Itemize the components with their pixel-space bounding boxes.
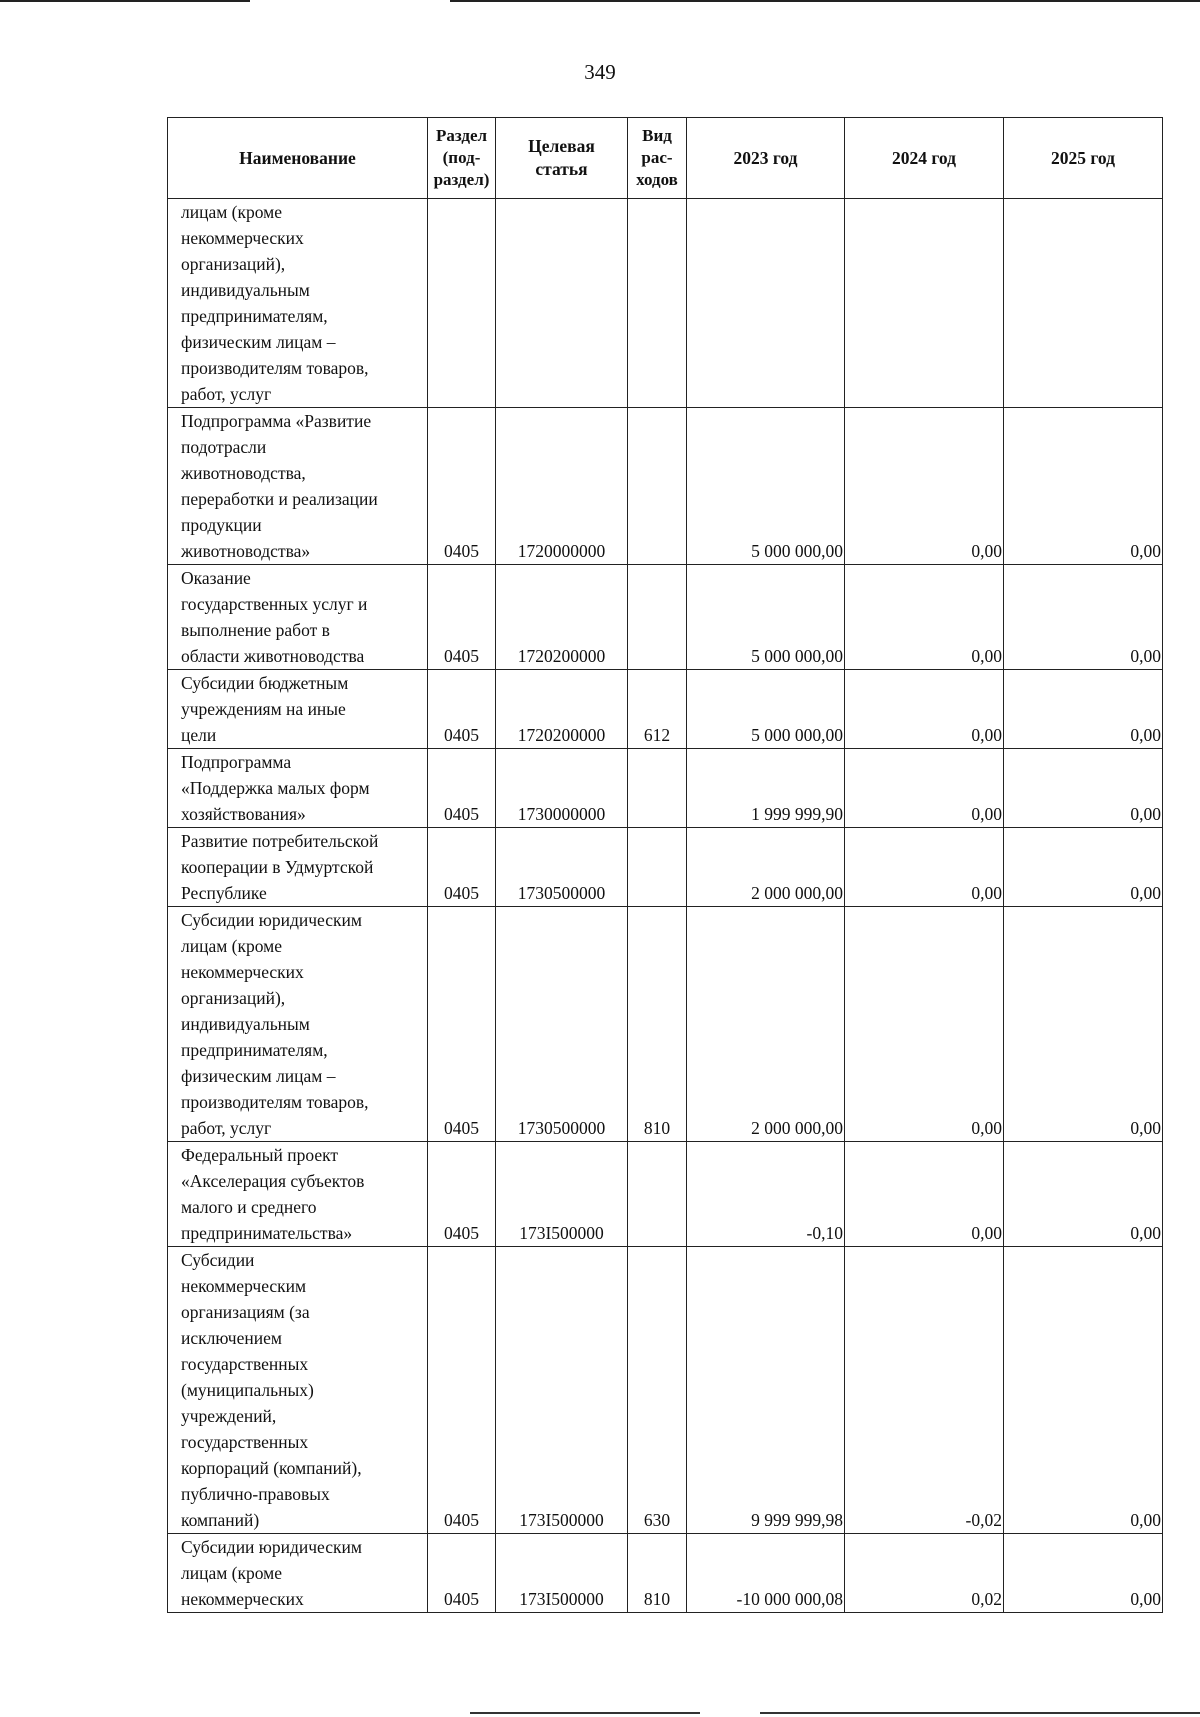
cell-section bbox=[428, 199, 496, 408]
table-row bbox=[168, 565, 1163, 670]
cell-name-line: Развитие потребительской bbox=[181, 831, 379, 851]
header-kind bbox=[628, 118, 687, 199]
cell-name-line: учреждениям на иные bbox=[181, 699, 346, 719]
cell-name-line: подотрасли bbox=[181, 437, 267, 457]
table-body bbox=[168, 199, 1163, 1613]
cell-name bbox=[168, 670, 428, 749]
cell-name-line: Федеральный проект bbox=[181, 1145, 339, 1165]
cell-2023: 2 000 000,00 bbox=[687, 828, 845, 907]
cell-2025: 0,00 bbox=[1004, 907, 1163, 1142]
scan-edge-top-right bbox=[450, 0, 1200, 2]
cell-name-line: (муниципальных) bbox=[181, 1380, 314, 1400]
cell-2025: 0,00 bbox=[1004, 670, 1163, 749]
cell-2025: 0,00 bbox=[1004, 1247, 1163, 1534]
cell-2025: 0,00 bbox=[1004, 408, 1163, 565]
cell-target: 173I500000 bbox=[496, 1247, 628, 1534]
cell-name bbox=[168, 749, 428, 828]
cell-name-line: Субсидии bbox=[181, 1250, 255, 1270]
cell-name-line: малого и среднего bbox=[181, 1197, 317, 1217]
cell-name-line: Оказание bbox=[181, 568, 251, 588]
cell-name-line: предпринимателям, bbox=[181, 306, 328, 326]
cell-2025: 0,00 bbox=[1004, 565, 1163, 670]
header-kind-line: рас- bbox=[641, 148, 673, 167]
cell-name bbox=[168, 907, 428, 1142]
cell-name-line: переработки и реализации bbox=[181, 489, 378, 509]
cell-kind bbox=[628, 199, 687, 408]
scan-edge-bottom-right bbox=[760, 1712, 1200, 1714]
cell-name-line: Субсидии юридическим bbox=[181, 910, 362, 930]
cell-target: 1720200000 bbox=[496, 670, 628, 749]
cell-name-line: цели bbox=[181, 725, 217, 745]
cell-name-line: учреждений, bbox=[181, 1406, 277, 1426]
header-section-line: (под- bbox=[442, 148, 481, 167]
cell-2023: 1 999 999,90 bbox=[687, 749, 845, 828]
cell-name-line: Подпрограмма bbox=[181, 752, 292, 772]
scan-edge-top-left bbox=[0, 0, 250, 2]
cell-name-line: Республике bbox=[181, 883, 267, 903]
cell-section: 0405 bbox=[428, 1247, 496, 1534]
cell-2023: -0,10 bbox=[687, 1142, 845, 1247]
cell-kind bbox=[628, 828, 687, 907]
cell-name bbox=[168, 1534, 428, 1613]
cell-2024: 0,00 bbox=[845, 749, 1004, 828]
cell-name-line: производителям товаров, bbox=[181, 358, 369, 378]
cell-2025: 0,00 bbox=[1004, 1142, 1163, 1247]
header-target bbox=[496, 118, 628, 199]
cell-name-line: производителям товаров, bbox=[181, 1092, 369, 1112]
cell-2023: 5 000 000,00 bbox=[687, 670, 845, 749]
cell-section: 0405 bbox=[428, 670, 496, 749]
cell-name-line: лицам (кроме bbox=[181, 202, 283, 222]
header-name: Наименование bbox=[168, 118, 428, 199]
cell-name bbox=[168, 408, 428, 565]
cell-name-line: некоммерческих bbox=[181, 1589, 304, 1609]
cell-2024: 0,00 bbox=[845, 670, 1004, 749]
cell-name-line: Субсидии юридическим bbox=[181, 1537, 362, 1557]
cell-name bbox=[168, 828, 428, 907]
header-kind-line: Вид bbox=[642, 126, 672, 145]
cell-name-line: организаций), bbox=[181, 988, 286, 1008]
cell-section: 0405 bbox=[428, 907, 496, 1142]
cell-2025 bbox=[1004, 199, 1163, 408]
cell-name-line: индивидуальным bbox=[181, 1014, 310, 1034]
cell-name-line: лицам (кроме bbox=[181, 936, 283, 956]
cell-section: 0405 bbox=[428, 1142, 496, 1247]
cell-2024: 0,02 bbox=[845, 1534, 1004, 1613]
cell-name bbox=[168, 565, 428, 670]
cell-name-line: кооперации в Удмуртской bbox=[181, 857, 374, 877]
table-header-row bbox=[168, 118, 1163, 199]
cell-section: 0405 bbox=[428, 828, 496, 907]
cell-name-line: животноводства, bbox=[181, 463, 306, 483]
table-row bbox=[168, 749, 1163, 828]
cell-name-line: организациям (за bbox=[181, 1302, 310, 1322]
cell-name bbox=[168, 1247, 428, 1534]
page-number: 349 bbox=[584, 60, 616, 84]
cell-name-line: лицам (кроме bbox=[181, 1563, 283, 1583]
cell-2023: 5 000 000,00 bbox=[687, 565, 845, 670]
table-row bbox=[168, 1142, 1163, 1247]
header-section bbox=[428, 118, 496, 199]
cell-name-line: публично-правовых bbox=[181, 1484, 330, 1504]
cell-name-line: животноводства» bbox=[181, 541, 311, 561]
header-target-line: Целевая bbox=[528, 136, 595, 156]
cell-name-line: государственных bbox=[181, 1432, 309, 1452]
cell-kind: 810 bbox=[628, 907, 687, 1142]
cell-name-line: Субсидии бюджетным bbox=[181, 673, 349, 693]
cell-name-line: работ, услуг bbox=[181, 1118, 272, 1138]
cell-name-line: работ, услуг bbox=[181, 384, 272, 404]
cell-kind bbox=[628, 565, 687, 670]
cell-name-line: предпринимателям, bbox=[181, 1040, 328, 1060]
cell-name-line: индивидуальным bbox=[181, 280, 310, 300]
header-2023: 2023 год bbox=[687, 118, 845, 199]
cell-name bbox=[168, 199, 428, 408]
table-row bbox=[168, 199, 1163, 408]
cell-2024: 0,00 bbox=[845, 1142, 1004, 1247]
cell-name-line: продукции bbox=[181, 515, 262, 535]
cell-target: 1730500000 bbox=[496, 828, 628, 907]
table-row bbox=[168, 907, 1163, 1142]
cell-name bbox=[168, 1142, 428, 1247]
table-row bbox=[168, 670, 1163, 749]
cell-name-line: хозяйствования» bbox=[181, 804, 306, 824]
header-section-line: раздел) bbox=[433, 170, 490, 189]
cell-section: 0405 bbox=[428, 1534, 496, 1613]
table-row bbox=[168, 408, 1163, 565]
cell-target: 173I500000 bbox=[496, 1142, 628, 1247]
cell-name-line: предпринимательства» bbox=[181, 1223, 353, 1243]
cell-name-line: «Акселерация субъектов bbox=[181, 1171, 365, 1191]
cell-name-line: организаций), bbox=[181, 254, 286, 274]
budget-table bbox=[167, 117, 1163, 1613]
cell-section: 0405 bbox=[428, 565, 496, 670]
header-2024: 2024 год bbox=[845, 118, 1004, 199]
cell-name-line: государственных услуг и bbox=[181, 594, 368, 614]
table-row bbox=[168, 1247, 1163, 1534]
cell-2025: 0,00 bbox=[1004, 828, 1163, 907]
cell-target: 1720200000 bbox=[496, 565, 628, 670]
cell-2025: 0,00 bbox=[1004, 749, 1163, 828]
cell-2023: 5 000 000,00 bbox=[687, 408, 845, 565]
cell-2025: 0,00 bbox=[1004, 1534, 1163, 1613]
cell-section: 0405 bbox=[428, 408, 496, 565]
cell-name-line: области животноводства bbox=[181, 646, 365, 666]
cell-2024 bbox=[845, 199, 1004, 408]
cell-name-line: физическим лицам – bbox=[181, 332, 336, 352]
header-target-line: статья bbox=[535, 159, 588, 179]
cell-kind: 630 bbox=[628, 1247, 687, 1534]
cell-2023: 2 000 000,00 bbox=[687, 907, 845, 1142]
cell-target: 1730000000 bbox=[496, 749, 628, 828]
cell-2023: -10 000 000,08 bbox=[687, 1534, 845, 1613]
cell-name-line: некоммерческих bbox=[181, 962, 304, 982]
cell-2023: 9 999 999,98 bbox=[687, 1247, 845, 1534]
header-2025: 2025 год bbox=[1004, 118, 1163, 199]
cell-name-line: Подпрограмма «Развитие bbox=[181, 411, 372, 431]
cell-2023 bbox=[687, 199, 845, 408]
table-row bbox=[168, 1534, 1163, 1613]
header-section-line: Раздел bbox=[435, 126, 488, 145]
cell-name-line: «Поддержка малых форм bbox=[181, 778, 370, 798]
cell-2024: 0,00 bbox=[845, 907, 1004, 1142]
cell-target: 1730500000 bbox=[496, 907, 628, 1142]
scan-edge-bottom-left bbox=[470, 1712, 700, 1714]
table-row bbox=[168, 828, 1163, 907]
cell-target: 173I500000 bbox=[496, 1534, 628, 1613]
cell-name-line: компаний) bbox=[181, 1510, 260, 1530]
cell-name-line: выполнение работ в bbox=[181, 620, 330, 640]
cell-2024: 0,00 bbox=[845, 408, 1004, 565]
cell-kind bbox=[628, 749, 687, 828]
cell-2024: 0,00 bbox=[845, 828, 1004, 907]
header-kind-line: ходов bbox=[636, 170, 678, 189]
cell-target bbox=[496, 199, 628, 408]
cell-name-line: исключением bbox=[181, 1328, 282, 1348]
cell-name-line: корпораций (компаний), bbox=[181, 1458, 362, 1478]
cell-name-line: некоммерческих bbox=[181, 228, 304, 248]
cell-kind: 810 bbox=[628, 1534, 687, 1613]
cell-kind bbox=[628, 1142, 687, 1247]
cell-kind: 612 bbox=[628, 670, 687, 749]
cell-name-line: некоммерческим bbox=[181, 1276, 307, 1296]
cell-kind bbox=[628, 408, 687, 565]
cell-name-line: государственных bbox=[181, 1354, 309, 1374]
cell-name-line: физическим лицам – bbox=[181, 1066, 336, 1086]
cell-section: 0405 bbox=[428, 749, 496, 828]
cell-target: 1720000000 bbox=[496, 408, 628, 565]
cell-2024: -0,02 bbox=[845, 1247, 1004, 1534]
cell-2024: 0,00 bbox=[845, 565, 1004, 670]
